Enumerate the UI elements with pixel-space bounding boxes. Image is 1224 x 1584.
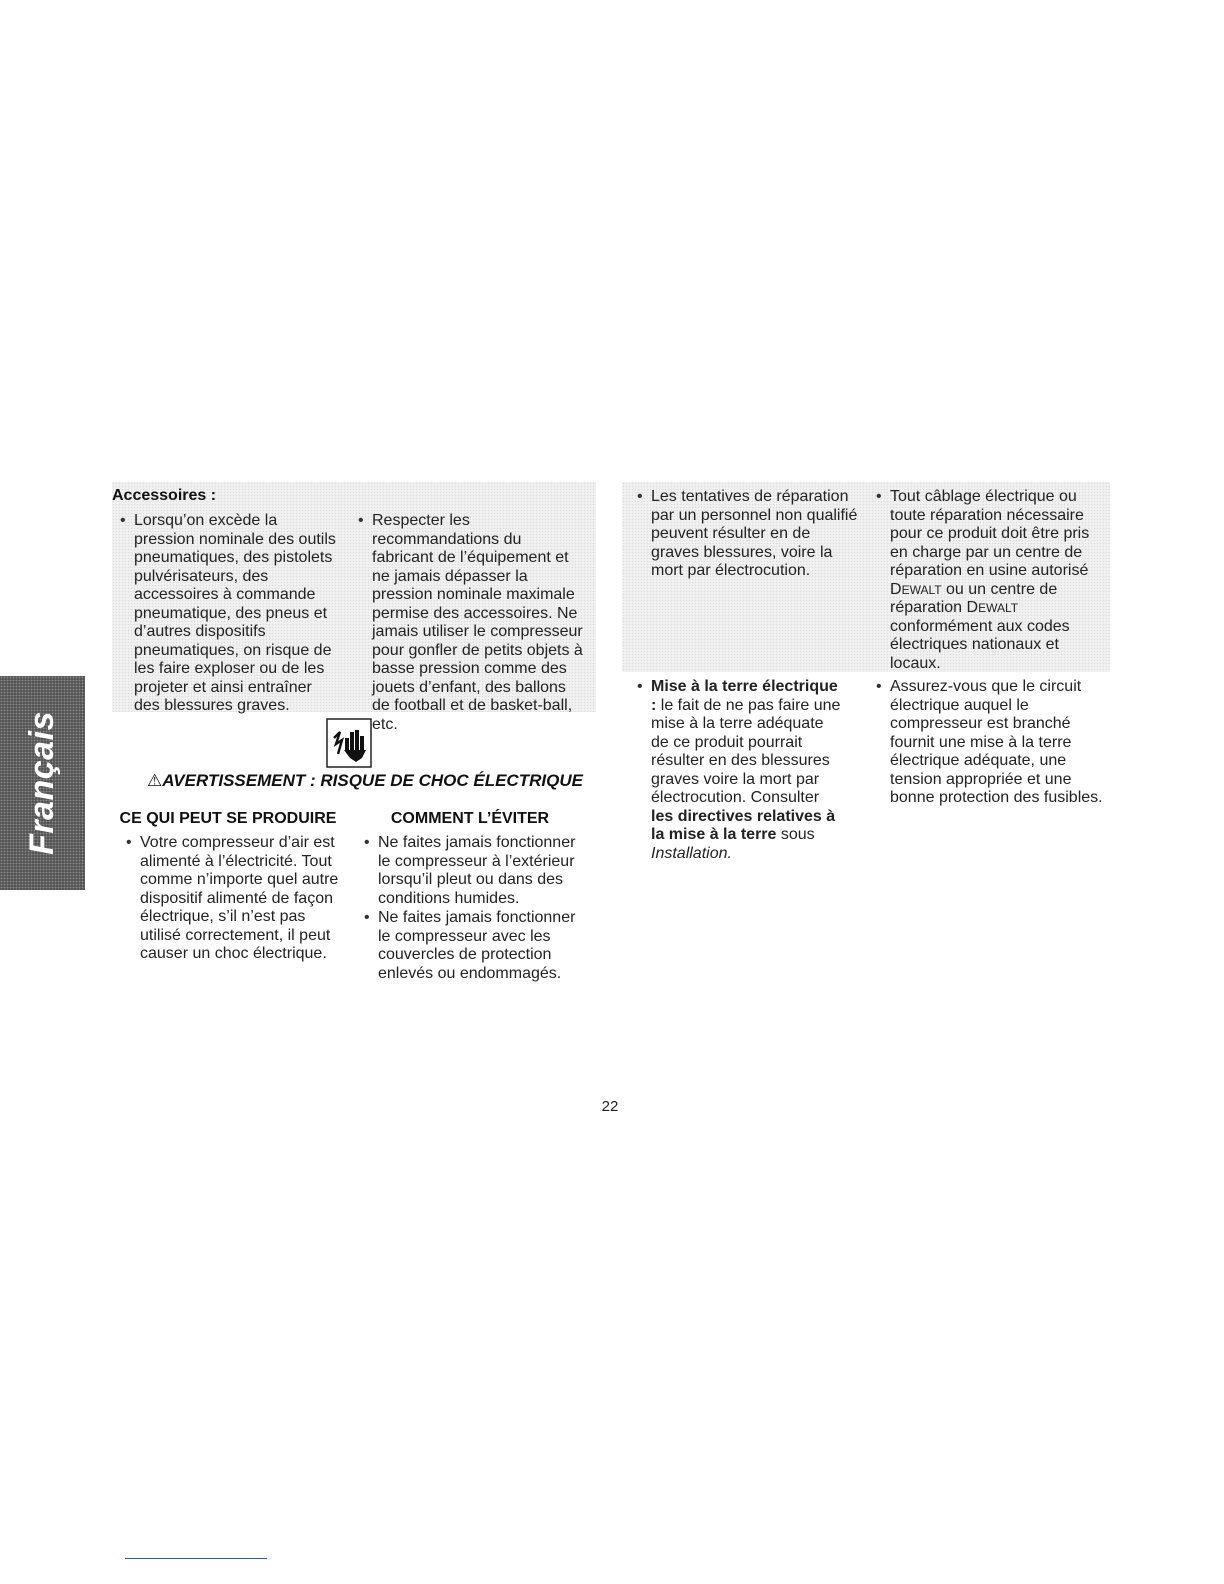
list-item: • Votre compresseur d’air est alimenté à l’électricité. Tout comme n’importe quel autre dispositif alimenté de façon électrique, s’il n’est pas utilisé correctement, il peut causer un choc électrique. [120,834,342,964]
accessories-right-list [352,512,584,735]
warning-title [140,772,590,791]
list-item: • Ne faites jamais fonctionner le compresseur avec les couvercles de protection enlevés ou endommagés. [358,909,580,983]
language-tab-label: Français [22,711,61,855]
accessories-left-list [114,512,338,717]
list-item: • Tout câblage électrique ou toute réparation nécessaire pour ce produit doit être pris en charge par un centre de réparation en usine autorisé DEWALT ou un centre de réparation DEWALT conformément aux codes électriques nationaux et locaux. [870,488,1096,673]
list-item: • Les tentatives de réparation par un personnel non qualifié peuvent résulter en de graves blessures, voire la mort par électrocution. [631,488,861,581]
warning-triangle-icon: ⚠ [147,771,163,790]
electric-shock-hazard-icon [326,718,372,768]
how-to-avoid-list [358,834,580,984]
how-to-avoid-heading: COMMENT L’ÉVITER [390,810,550,827]
circuit-list [870,678,1106,809]
dewalt-brand: DEWALT [890,580,942,598]
warning-title-text: AVERTISSEMENT : RISQUE DE CHOC ÉLECTRIQUE [162,771,583,790]
list-item: • Mise à la terre électrique : le fait de ne pas faire une mise à la terre adéquate de ce produit pourrait résulter en des blessures graves voire la mort par électrocution. Consulter les directives relatives à la mise à la terre sous Installation. [631,678,843,863]
list-item: • Ne faites jamais fonctionner le compresseur à l’extérieur lorsqu’il pleut ou dans des conditions humides. [358,834,580,908]
language-side-tab [0,676,85,890]
dewalt-brand: DEWALT [966,599,1019,616]
list-item: • Lorsqu’on excède la pression nominale des outils pneumatiques, des pistolets pulvérisateurs, des accessoires à commande pneumatique, des pneus et d’autres dispositifs pneumatiques, on risque de les faire exploser ou de les projeter et ainsi entraîner des blessures graves. [114,512,338,716]
list-item: • Respecter les recommandations du fabricant de l’équipement et ne jamais dépasser la pression nominale maximale permise des accessoires. Ne jamais utiliser le compresseur pour gonfler de petits objets à basse pression comme des jouets d’enfant, des ballons de football et de basket-ball, etc. [352,512,584,734]
accessories-heading: Accessoires : [112,487,217,504]
bottom-rule [125,1558,267,1559]
repair-left-list [631,488,861,582]
repair-right-list [870,488,1096,674]
list-item: • Assurez-vous que le circuit électrique auquel le compresseur est branché fournit une mise à la terre électrique adéquate, une tension appropriée et une bonne protection des fusibles. [870,678,1106,808]
page-number: 22 [601,1098,619,1115]
what-can-happen-list [120,834,342,965]
what-can-happen-heading: CE QUI PEUT SE PRODUIRE [119,810,337,827]
grounding-list [631,678,843,864]
